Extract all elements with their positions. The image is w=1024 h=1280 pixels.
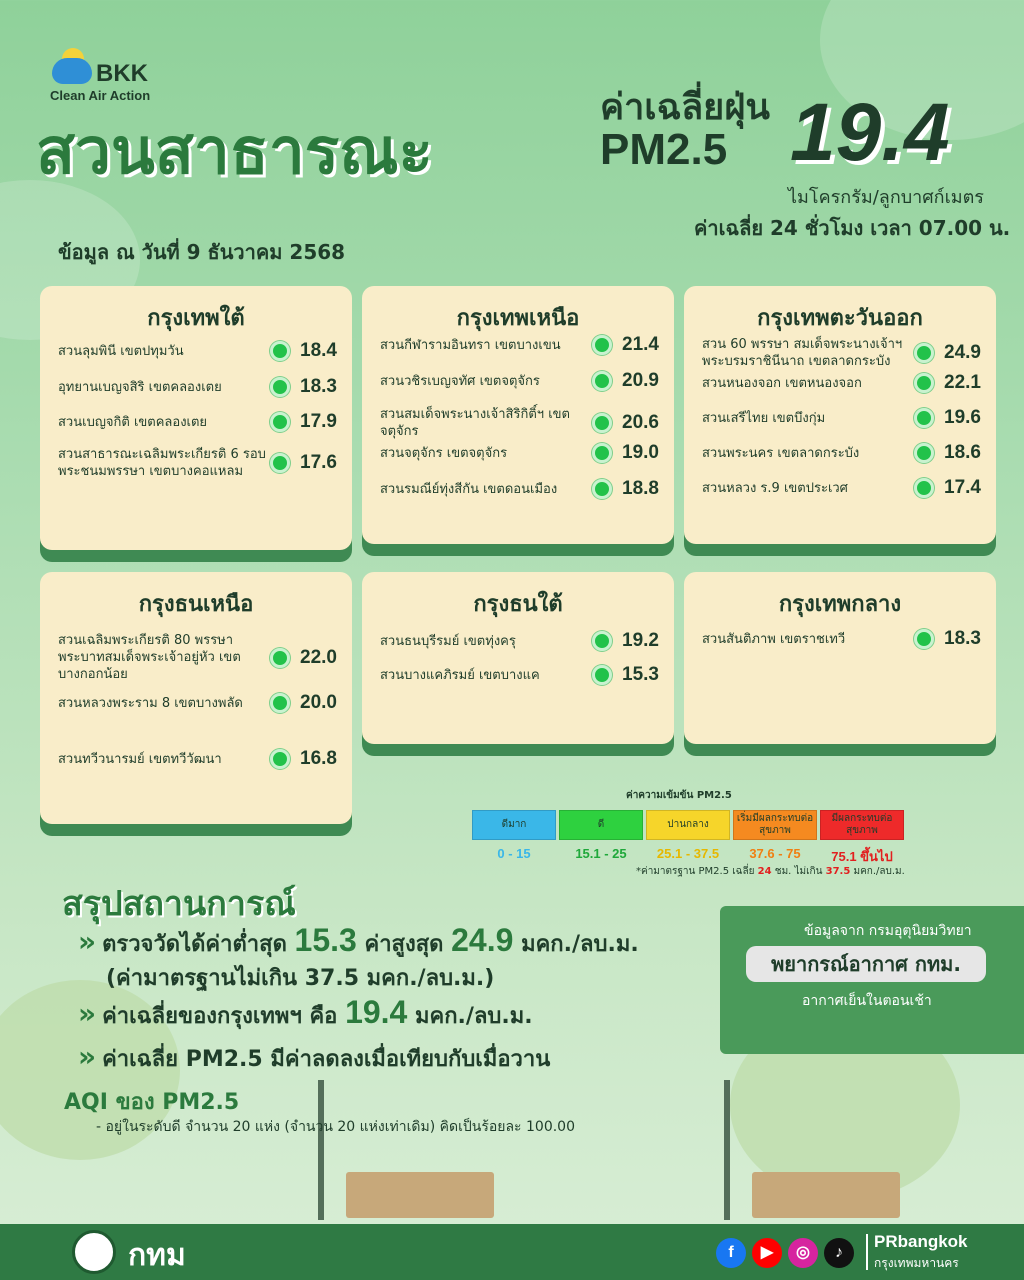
status-good-icon — [270, 377, 290, 397]
instagram-icon[interactable]: ◎ — [788, 1238, 818, 1268]
park-row — [380, 370, 662, 392]
chevron-right-icon: » — [78, 925, 97, 958]
divider — [866, 1234, 868, 1270]
legend-level: มีผลกระทบต่อสุขภาพ — [820, 810, 904, 840]
region-card — [362, 286, 674, 544]
weather-source: ข้อมูลจาก กรมอุตุนิยมวิทยา — [804, 923, 972, 939]
region-card — [362, 572, 674, 744]
park-name: สวนบางแคภิรมย์ เขตบางแค — [380, 667, 540, 683]
status-good-icon — [592, 413, 612, 433]
park-row — [380, 406, 662, 440]
park-name: สวนสันติภาพ เขตราชเทวี — [702, 631, 846, 647]
legend-title: ค่าความเข้มข้น PM2.5 — [626, 790, 732, 801]
weather-label: พยากรณ์อากาศ กทม. — [746, 946, 986, 982]
tiktok-icon[interactable]: ♪ — [824, 1238, 854, 1268]
aqi-detail: - อยู่ในระดับดี จำนวน 20 แห่ง (จำนวน 20 แห่งเท่าเดิม) คิดเป็นร้อยละ 100.00 — [96, 1119, 575, 1135]
park-name: อุทยานเบญจสิริ เขตคลองเตย — [58, 379, 222, 395]
aqi-title: AQI ของ PM2.5 — [64, 1090, 240, 1115]
park-row — [58, 748, 340, 770]
park-pm25-value: 17.9 — [300, 411, 337, 432]
park-pm25-value: 24.9 — [944, 342, 981, 363]
park-name: สวนเสรีไทย เขตบึงกุ่ม — [702, 410, 826, 426]
park-pm25-value: 20.9 — [622, 370, 659, 391]
region-card — [40, 286, 352, 550]
park-pm25-value: 22.1 — [944, 372, 981, 393]
park-pm25-value: 15.3 — [622, 664, 659, 685]
park-row — [58, 340, 340, 362]
pr-org: กรุงเทพมหานคร — [874, 1256, 959, 1270]
park-name: สวนหลวง ร.9 เขตประเวศ — [702, 480, 848, 496]
park-row — [702, 442, 984, 464]
park-name: สวนรมณีย์ทุ่งสีกัน เขตดอนเมือง — [380, 481, 558, 497]
page-title: สวนสาธารณะ — [36, 115, 433, 189]
bench-illustration — [752, 1172, 900, 1218]
park-row — [380, 478, 662, 500]
park-pm25-value: 18.4 — [300, 340, 337, 361]
park-row — [380, 334, 662, 356]
park-name: สวนหลวงพระราม 8 เขตบางพลัด — [58, 695, 243, 711]
park-row — [702, 407, 984, 429]
legend-level: ปานกลาง — [646, 810, 730, 840]
park-pm25-value: 16.8 — [300, 748, 337, 769]
footer-bar — [0, 1224, 1024, 1280]
status-good-icon — [270, 341, 290, 361]
park-name: สวนทวีวนารมย์ เขตทวีวัฒนา — [58, 751, 222, 767]
legend-range: 0 - 15 — [497, 846, 531, 861]
park-pm25-value: 17.6 — [300, 452, 337, 473]
park-pm25-value: 17.4 — [944, 477, 981, 498]
status-good-icon — [914, 373, 934, 393]
logo-text: BKK — [96, 60, 148, 87]
park-name: สวนกีฬารามอินทรา เขตบางเขน — [380, 337, 561, 353]
status-good-icon — [592, 631, 612, 651]
park-name: สวนสมเด็จพระนางเจ้าสิริกิติ์ฯ เขตจตุจักร — [380, 407, 570, 439]
status-good-icon — [592, 665, 612, 685]
region-title: กรุงเทพกลาง — [778, 592, 902, 617]
park-pm25-value: 18.8 — [622, 478, 659, 499]
pr-account[interactable]: PRbangkok — [874, 1232, 968, 1251]
bma-seal-icon — [72, 1230, 116, 1274]
park-pm25-value: 18.3 — [944, 628, 981, 649]
park-row — [58, 411, 340, 433]
park-row — [702, 372, 984, 394]
summary-title: สรุปสถานการณ์ — [62, 884, 296, 924]
park-row — [58, 692, 340, 714]
park-pm25-value: 22.0 — [300, 646, 337, 668]
park-name: สวนเฉลิมพระเกียรติ 80 พรรษา พระบาทสมเด็จพระเจ้าอยู่หัว เขตบางกอกน้อย — [58, 633, 241, 682]
legend-note: *ค่ามาตรฐาน PM2.5 เฉลี่ย 24 ชม. ไม่เกิน 37.5 มคก./ลบ.ม. — [636, 866, 905, 877]
region-title: กรุงเทพใต้ — [147, 306, 245, 331]
park-row — [702, 628, 984, 650]
legend-range: 25.1 - 37.5 — [656, 846, 720, 861]
park-row — [702, 336, 984, 370]
org-name: กทม — [128, 1238, 186, 1273]
legend-range: 37.6 - 75 — [749, 846, 801, 861]
lamp-post — [724, 1080, 730, 1220]
lamp-post — [318, 1080, 324, 1220]
park-pm25-value: 20.6 — [622, 412, 659, 433]
park-row — [58, 632, 340, 683]
average-label: ค่าเฉลี่ยฝุ่น — [600, 87, 770, 128]
region-title: กรุงเทพเหนือ — [456, 306, 580, 331]
park-pm25-value: 19.2 — [622, 630, 659, 651]
status-good-icon — [914, 443, 934, 463]
park-row — [702, 477, 984, 499]
legend-range: 15.1 - 25 — [575, 846, 627, 861]
park-pm25-value: 19.6 — [944, 407, 981, 428]
status-good-icon — [270, 749, 290, 769]
region-title: กรุงธนเหนือ — [138, 592, 254, 617]
region-title: กรุงเทพตะวันออก — [757, 306, 923, 331]
weather-condition: อากาศเย็นในตอนเช้า — [802, 993, 932, 1009]
park-pm25-value: 18.6 — [944, 442, 981, 463]
park-name: สวนหนองจอก เขตหนองจอก — [702, 375, 862, 391]
park-name: สวนวชิรเบญจทัศ เขตจตุจักร — [380, 373, 540, 389]
status-good-icon — [592, 479, 612, 499]
status-good-icon — [914, 343, 934, 363]
average-value: 19.4 — [790, 87, 950, 178]
youtube-icon[interactable]: ▶ — [752, 1238, 782, 1268]
status-good-icon — [270, 648, 290, 668]
summary-bullet-minmax: » ตรวจวัดได้ค่าต่ำสุด 15.3 ค่าสูงสุด 24.9 มคก./ลบ.ม. — [78, 922, 639, 958]
park-row — [380, 630, 662, 652]
park-name: สวน 60 พรรษา สมเด็จพระนางเจ้าฯ พระบรมราชินีนาถ เขตลาดกระบัง — [702, 337, 903, 369]
park-name: สวนลุมพินี เขตปทุมวัน — [58, 343, 184, 359]
park-pm25-value: 18.3 — [300, 376, 337, 397]
summary-bullet-trend: » ค่าเฉลี่ย PM2.5 มีค่าลดลงเมื่อเทียบกับเมื่อวาน — [78, 1040, 551, 1073]
park-name: สวนสาธารณะเฉลิมพระเกียรติ 6 รอบ พระชนมพรรษา เขตบางคอแหลม — [58, 447, 266, 479]
status-good-icon — [914, 629, 934, 649]
legend-level: ดี — [559, 810, 643, 840]
status-good-icon — [270, 412, 290, 432]
park-row — [380, 442, 662, 464]
status-good-icon — [270, 453, 290, 473]
status-good-icon — [592, 335, 612, 355]
park-name: สวนธนบุรีรมย์ เขตทุ่งครุ — [380, 633, 516, 649]
park-row — [380, 664, 662, 686]
status-good-icon — [270, 693, 290, 713]
park-row — [58, 446, 340, 480]
legend-level: ดีมาก — [472, 810, 556, 840]
park-pm25-value: 20.0 — [300, 692, 337, 713]
cloud-icon — [52, 58, 92, 84]
chevron-right-icon: » — [78, 997, 97, 1030]
status-good-icon — [592, 443, 612, 463]
region-title: กรุงธนใต้ — [473, 592, 563, 617]
region-card — [684, 572, 996, 744]
park-name: สวนเบญจกิติ เขตคลองเตย — [58, 414, 208, 430]
logo-subtext: Clean Air Action — [50, 88, 151, 103]
region-card — [40, 572, 352, 824]
bench-illustration — [346, 1172, 494, 1218]
park-row — [58, 376, 340, 398]
region-card — [684, 286, 996, 544]
summary-bullet-average: » ค่าเฉลี่ยของกรุงเทพฯ คือ 19.4 มคก./ลบ.ม. — [78, 994, 533, 1030]
park-pm25-value: 19.0 — [622, 442, 659, 463]
status-good-icon — [914, 408, 934, 428]
facebook-icon[interactable]: f — [716, 1238, 746, 1268]
chevron-right-icon: » — [78, 1040, 97, 1073]
park-name: สวนจตุจักร เขตจตุจักร — [380, 445, 508, 461]
park-pm25-value: 21.4 — [622, 334, 659, 355]
park-name: สวนพระนคร เขตลาดกระบัง — [702, 445, 860, 461]
status-good-icon — [592, 371, 612, 391]
bkk-clean-air-logo — [46, 48, 186, 108]
legend-level: เริ่มมีผลกระทบต่อสุขภาพ — [733, 810, 817, 840]
data-date: ข้อมูล ณ วันที่ 9 ธันวาคม 2568 — [58, 240, 346, 264]
average-unit: ไมโครกรัม/ลูกบาศก์เมตร — [788, 187, 984, 208]
average-time: ค่าเฉลี่ย 24 ชั่วโมง เวลา 07.00 น. — [694, 216, 1011, 240]
summary-standard-note: (ค่ามาตรฐานไม่เกิน 37.5 มคก./ลบ.ม.) — [106, 966, 495, 991]
status-good-icon — [914, 478, 934, 498]
legend-range: 75.1 ขึ้นไป — [831, 849, 893, 864]
weather-forecast-box — [720, 906, 1024, 1054]
pollutant-label: PM2.5 — [600, 125, 728, 174]
